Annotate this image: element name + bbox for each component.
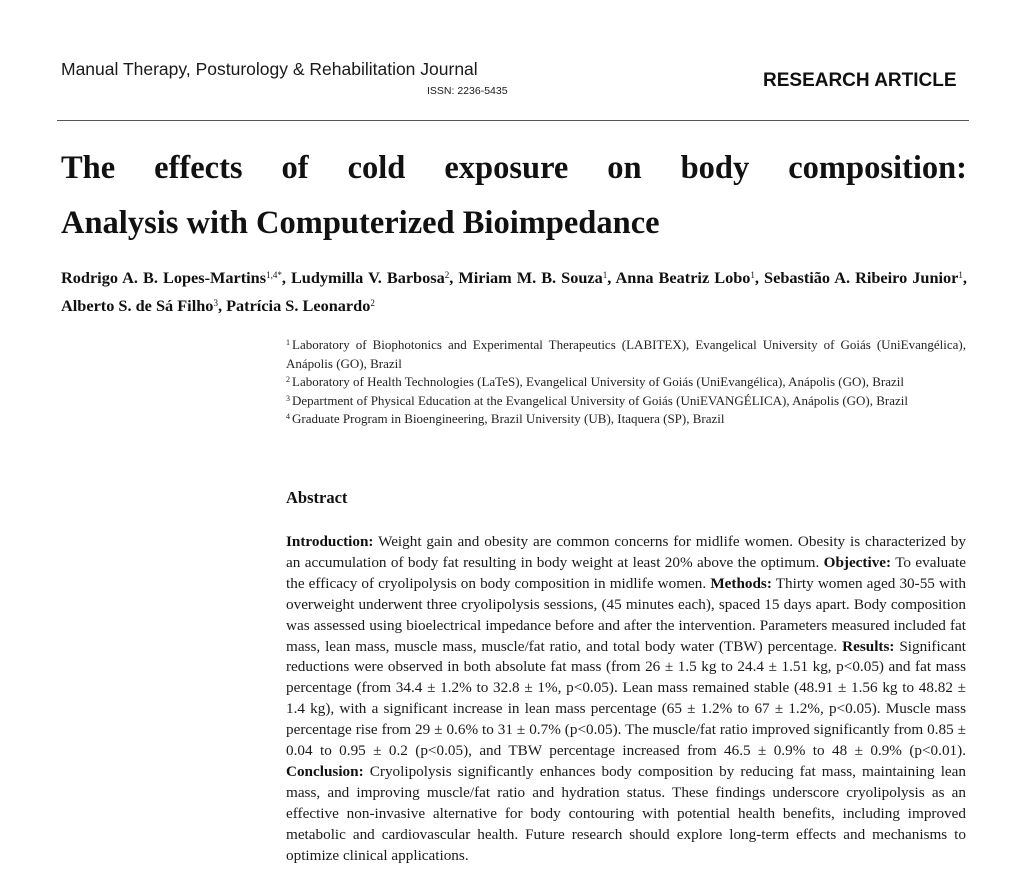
affiliation-text: Laboratory of Biophotonics and Experimental Therapeutics (LABITEX), Evangelical University of Goiás (UniEvangélica), Anápolis (GO), Brazil xyxy=(286,337,966,371)
affiliation-number: 4 xyxy=(286,412,290,422)
author-affiliation-marker: 1,4* xyxy=(266,270,282,280)
author-name: Alberto S. de Sá Filho xyxy=(61,296,214,315)
abstract-section-label: Conclusion: xyxy=(286,762,364,780)
affiliation-text: Graduate Program in Bioengineering, Brazil University (UB), Itaquera (SP), Brazil xyxy=(292,411,725,427)
abstract-section-text: To evaluate the efficacy of cryolipolysis on body composition in midlife women. xyxy=(286,553,966,592)
abstract-section-label: Objective: xyxy=(823,553,892,571)
abstract-section-label: Methods: xyxy=(710,574,772,592)
abstract-section-label: Introduction: xyxy=(286,533,374,550)
article-type-label: RESEARCH ARTICLE xyxy=(763,70,957,91)
author-affiliation-marker: 1 xyxy=(958,270,963,280)
affiliation-number: 1 xyxy=(286,338,290,347)
abstract-heading: Abstract xyxy=(286,488,348,507)
abstract-section-text: Cryolipolysis significantly enhances body composition by reducing fat mass, maintaining lean mass, and improving muscle/fat ratio and hydration status. These findings underscore cryolipolysis as an effective non-invasive alternative for body contouring with potential health benefits, including improved metabolic and cardiovascular health. Future research should explore long-term effects and mechanisms to optimize clinical applications. xyxy=(286,762,966,864)
affiliation-item xyxy=(286,392,966,411)
issn-label: ISSN: 2236-5435 xyxy=(427,85,508,97)
affiliation-text: Laboratory of Health Technologies (LaTeS), Evangelical University of Goiás (UniEvangélica), Anápolis (GO), Brazil xyxy=(292,374,904,390)
affiliation-number: 2 xyxy=(286,375,290,385)
abstract-section-text: Weight gain and obesity are common concerns for midlife women. Obesity is characterized by an accumulation of body fat resulting in body weight at least 20% above the optimum. xyxy=(286,533,966,571)
journal-name: Manual Therapy, Posturology & Rehabilitation Journal xyxy=(61,59,478,79)
author-name: Rodrigo A. B. Lopes-Martins xyxy=(61,268,267,287)
affiliation-number: 3 xyxy=(286,393,290,403)
author-affiliation-marker: 2 xyxy=(444,270,450,280)
affiliation-item xyxy=(286,373,966,392)
article-title-line-1: The effects of cold exposure on body composition: xyxy=(61,150,967,186)
author-affiliation-marker: 2 xyxy=(370,298,375,308)
author-affiliation-marker: 1 xyxy=(750,270,755,280)
abstract-body xyxy=(286,532,966,867)
author-name: Anna Beatriz Lobo xyxy=(615,268,751,287)
author-name: Ludymilla V. Barbosa xyxy=(290,268,445,287)
article-title-line-2: Analysis with Computerized Bioimpedance xyxy=(61,205,660,241)
author-list: Rodrigo A. B. Lopes-Martins$^{1,4*}$, Ludymilla V. Barbosa$^2$, Miriam M. B. Souza$^1$, Anna Beatriz Lobo$^1$, Sebastião A. Ribeiro Junior$^1$, Alberto S. de Sá Filho$^3$, Patrícia S. Leonardo$^2$ xyxy=(61,268,967,315)
author-name: Patrícia S. Leonardo xyxy=(226,296,371,315)
abstract-section-text: Significant reductions were observed in both absolute fat mass (from 26 ± 1.5 kg to 24.4 ± 1.51 kg, p<0.05) and fat mass percentage (from 34.4 ± 1.2% to 32.8 ± 1%, p<0.05). Lean mass remained stable (48.91 ± 1.56 kg to 48.82 ± 1.4 kg), with a significant increase in lean mass percentage (65 ± 1.2% to 67 ± 1.2%, p<0.05). Muscle mass percentage rise from 29 ± 0.6% to 31 ± 0.7% (p<0.05). The muscle/fat ratio improved significantly from 0.85 ± 0.04 to 0.95 ± 0.2 (p<0.05), and TBW percentage increased from 46.5 ± 0.9% to 48 ± 0.9% (p<0.01). xyxy=(286,637,967,760)
affiliation-text: Department of Physical Education at the Evangelical University of Goiás (UniEVANGÉLICA), Anápolis (GO), Brazil xyxy=(292,392,909,408)
affiliation-item xyxy=(286,410,966,429)
author-affiliation-marker: 1 xyxy=(602,270,608,280)
author-name: Miriam M. B. Souza xyxy=(458,268,603,287)
author-affiliation-marker: 3 xyxy=(213,298,218,308)
header-divider xyxy=(57,120,969,121)
author-name: Sebastião A. Ribeiro Junior xyxy=(764,268,959,287)
abstract-section-label: Results: xyxy=(842,637,895,655)
affiliation-item xyxy=(286,336,966,373)
affiliation-list xyxy=(286,336,966,429)
abstract-section-text: Thirty women aged 30-55 with overweight underwent three cryolipolysis sessions, (45 minutes each), spaced 15 days apart. Body composition was assessed using bioelectrical impedance before and after the intervention. Parameters measured included fat mass, lean mass, muscle mass, muscle/fat ratio, and total body water (TBW) percentage. xyxy=(286,574,966,655)
article-title xyxy=(61,141,967,251)
